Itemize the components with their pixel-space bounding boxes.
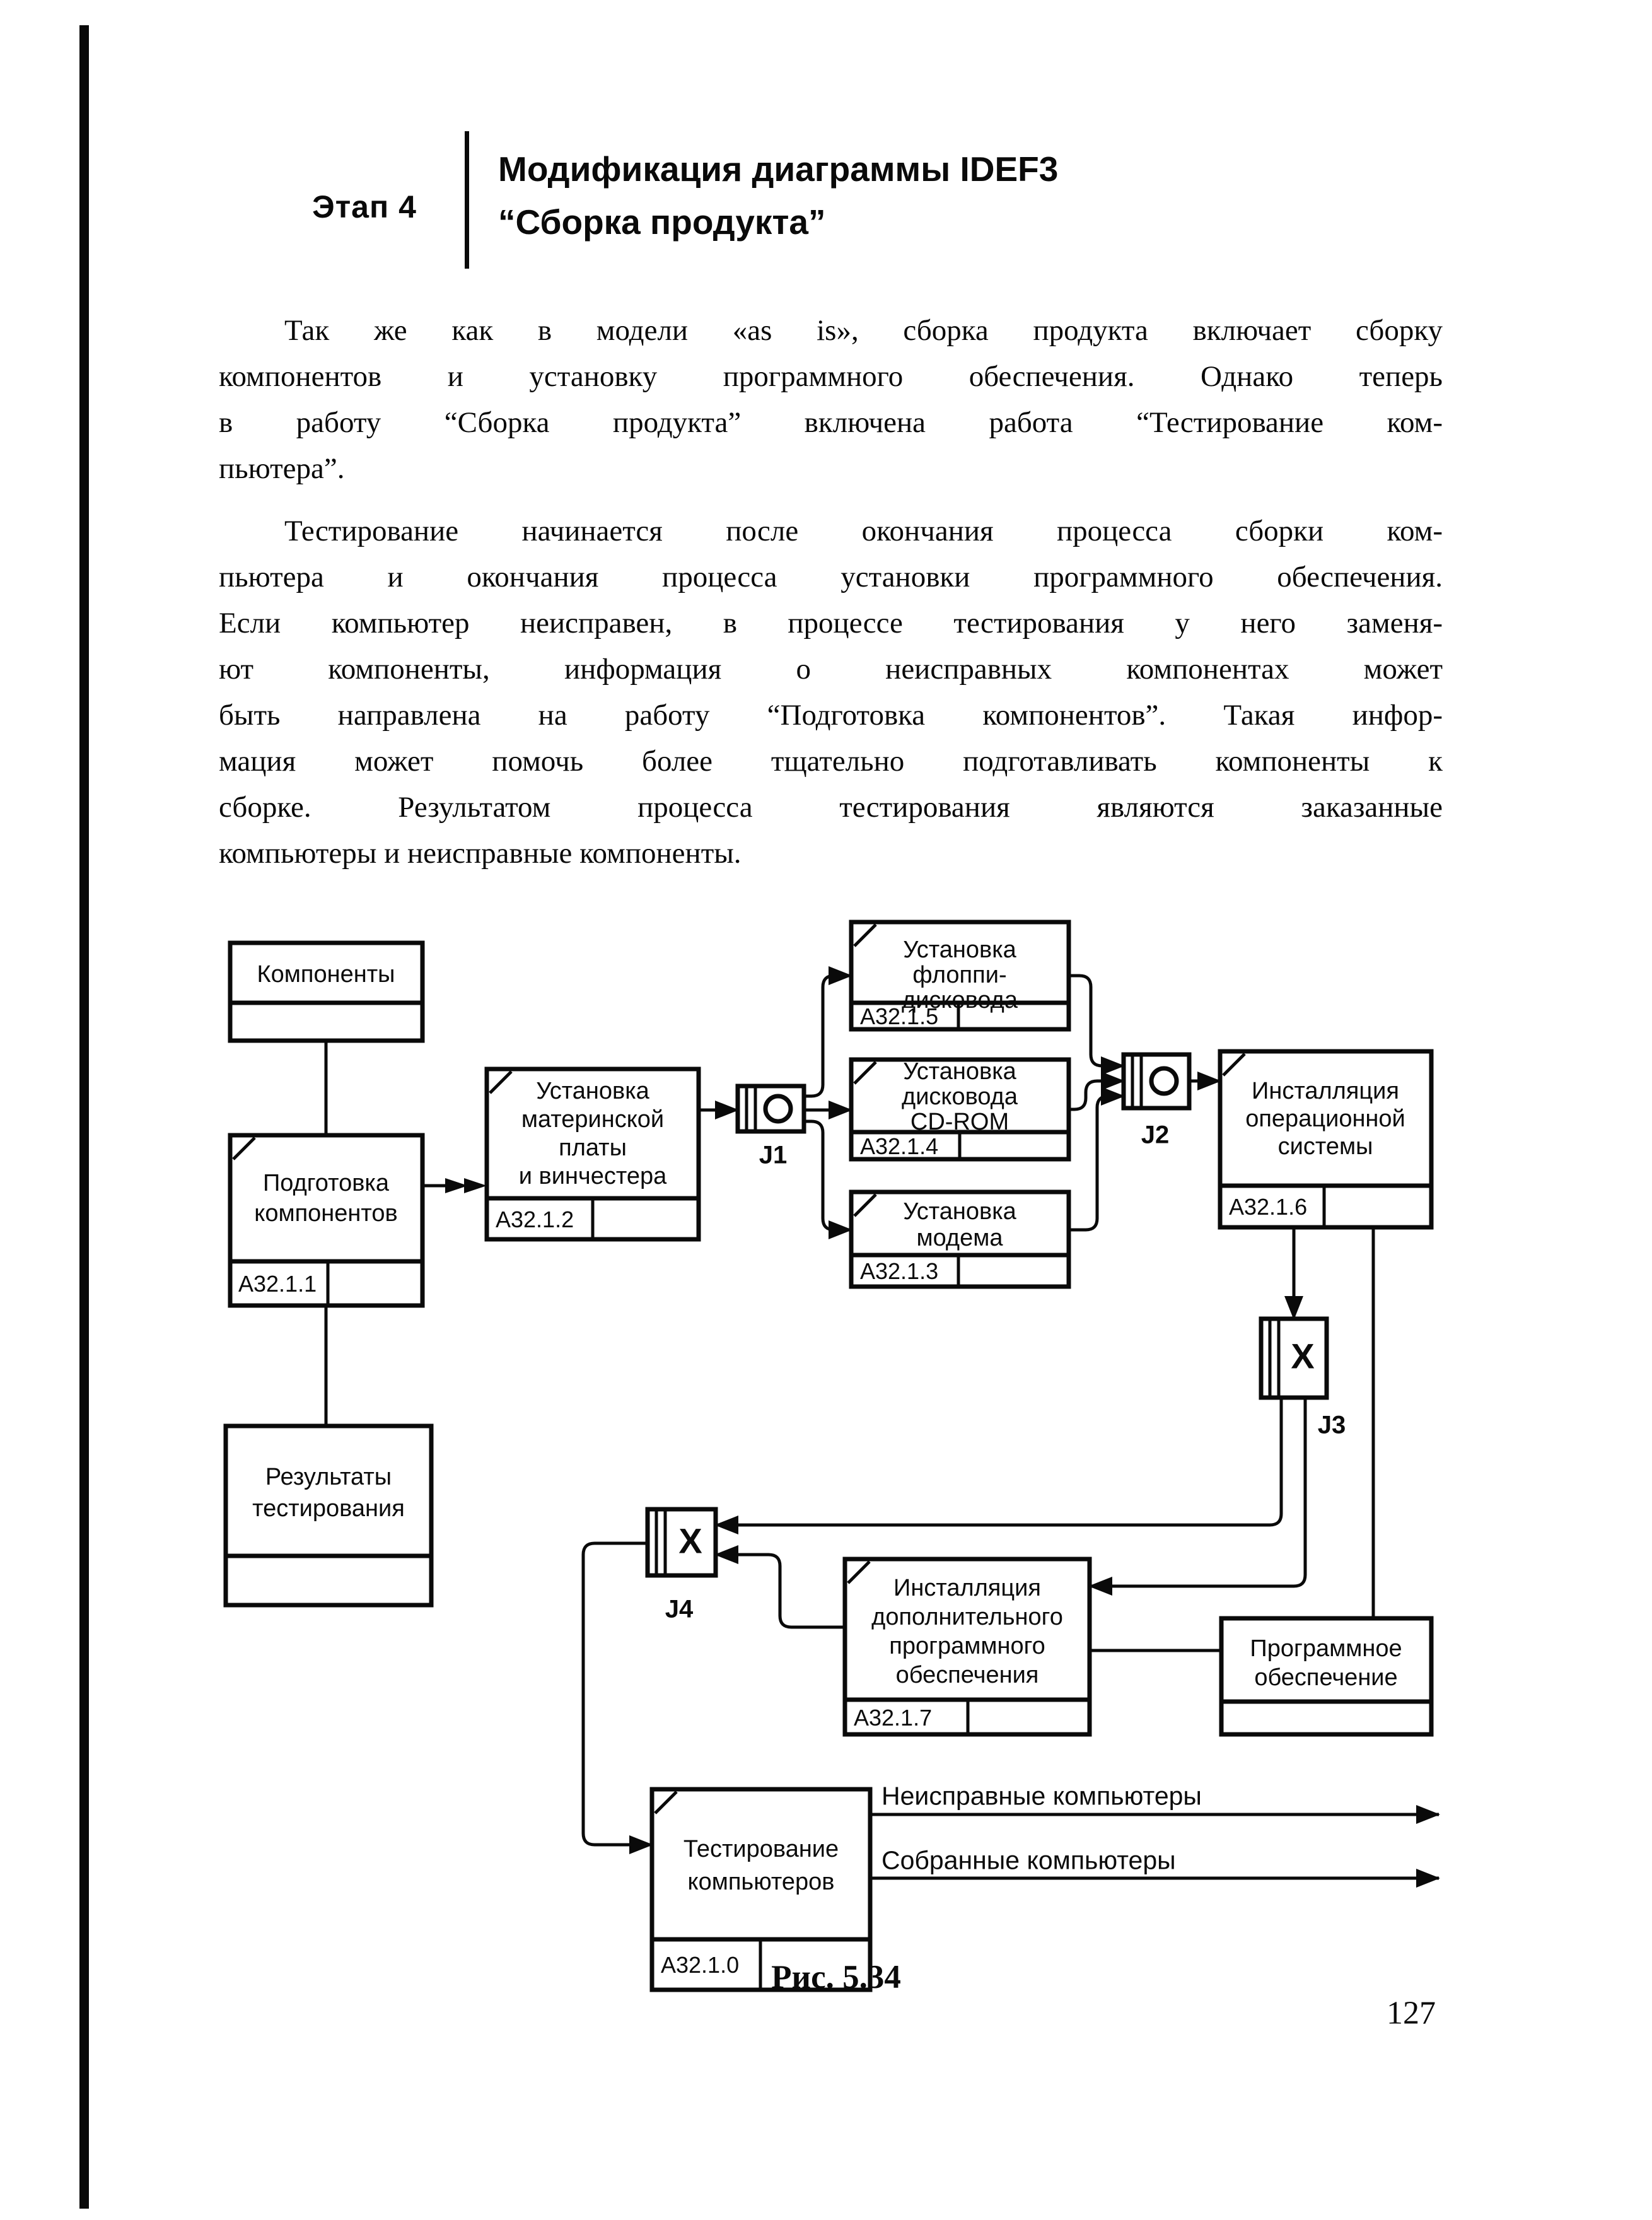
box-label: компьютеров [687,1869,835,1895]
box-label: Инсталляция [1252,1078,1399,1104]
box-label: Инсталляция [893,1575,1041,1601]
arrow-doppo-j4 [716,1555,845,1627]
box-label: CD-ROM [910,1109,1009,1135]
box-label: Программное [1250,1635,1402,1662]
page-title-line2: “Сборка продукта” [498,202,826,242]
box-label: Установка [903,1058,1016,1085]
corner-notch-icon [655,1792,677,1813]
junction-j2-label: J2 [1141,1121,1170,1149]
arrow-floppy-j2 [1069,976,1124,1066]
box-label: тестирования [252,1495,405,1522]
stage-label: Этап 4 [312,189,417,225]
junction-j4-label: J4 [665,1595,694,1623]
box-label: платы [559,1135,627,1161]
box-label: модема [916,1225,1003,1251]
box-label: Установка [903,1198,1016,1225]
box-label: Результаты [265,1464,392,1490]
corner-notch-icon [490,1072,511,1093]
corner-notch-icon [848,1562,870,1583]
box-number: А32.1.2 [496,1206,574,1232]
arrow-j3-doppo [1090,1398,1305,1586]
box-number: А32.1.7 [854,1705,933,1731]
box-label: дополнительного [871,1604,1063,1630]
box-number: А32.1.3 [860,1258,939,1284]
arrow-j4-testirovanie [583,1543,652,1845]
box-label: Установка [536,1078,649,1104]
paragraph-line: Тестирование начинается после окончания процесса сборки ком- [284,515,1443,547]
arrow-modem-j2 [1069,1096,1124,1230]
box-label: Установка [903,937,1016,963]
paragraph-line: пьютера и окончания процесса установки программного обеспечения. [219,561,1443,593]
junction-j2-or-symbol [1151,1068,1177,1094]
box-label: и винчестера [518,1163,667,1189]
paragraph-line: Если компьютер неисправен, в процессе тестирования у него заменя- [219,607,1443,640]
corner-notch-icon [854,1195,876,1216]
edge-label-assembled: Собранные компьютеры [881,1845,1176,1875]
paragraph-line: компонентов и установку программного обеспечения. Однако теперь [219,360,1443,393]
edge-label-faulty: Неисправные компьютеры [881,1781,1202,1811]
box-number: А32.1.6 [1229,1194,1308,1220]
double-arrowhead-icon [445,1178,487,1193]
box-number: А32.1.4 [860,1133,939,1159]
box-komponenty [230,943,422,1041]
paragraph-line: Так же как в модели «as is», сборка продукта включает сборку [284,314,1443,347]
box-number: А32.1.1 [238,1271,317,1297]
box-label: материнской [521,1106,665,1133]
box-label: компонентов [254,1200,398,1227]
arrow-j1-modem [804,1121,851,1230]
corner-notch-icon [854,1062,876,1084]
box-number: А32.1.5 [860,1003,939,1029]
junction-j4-xor-symbol: X [678,1521,702,1561]
paragraph-line: в работу “Сборка продукта” включена работа “Тестирование ком- [219,406,1443,439]
junction-j3-label: J3 [1317,1411,1346,1439]
paragraph-line: пьютера”. [219,452,345,485]
corner-notch-icon [854,925,876,946]
box-label: дисковода [902,987,1018,1014]
corner-notch-icon [233,1138,255,1159]
box-label: программного [889,1633,1045,1659]
box-label: системы [1277,1133,1373,1160]
corner-notch-icon [1223,1054,1245,1075]
junction-j1-or-symbol [765,1096,791,1121]
box-label: обеспечения [895,1662,1039,1688]
page-number: 127 [1387,1995,1436,2031]
box-label: операционной [1245,1106,1405,1132]
box-label: обеспечение [1254,1664,1398,1691]
arrow-j1-floppy [804,976,851,1096]
junction-j3-xor-symbol: X [1291,1336,1315,1376]
page-title-line1: Модификация диаграммы IDEF3 [498,149,1059,189]
paragraph-line: быть направлена на работу “Подготовка компонентов”. Такая инфор- [219,699,1443,732]
arrow-j3-j4 [716,1398,1281,1525]
paragraph-line: мация может помочь более тщательно подготавливать компоненты к [219,745,1443,778]
box-label: дисковода [902,1084,1018,1110]
figure-caption: Рис. 5.34 [771,1959,901,1995]
box-label: флоппи- [912,962,1007,988]
box-number: А32.1.0 [661,1952,740,1978]
box-label: Компоненты [257,961,395,988]
paragraph-line: ют компоненты, информация о неисправных компонентах может [219,653,1443,686]
box-label: Тестирование [683,1836,839,1862]
junction-j1-label: J1 [759,1141,788,1169]
paragraph-line: компьютеры и неисправные компоненты. [219,837,742,870]
box-label: Подготовка [262,1170,390,1196]
paragraph-line: сборке. Результатом процесса тестирования являются заказанные [219,791,1443,824]
